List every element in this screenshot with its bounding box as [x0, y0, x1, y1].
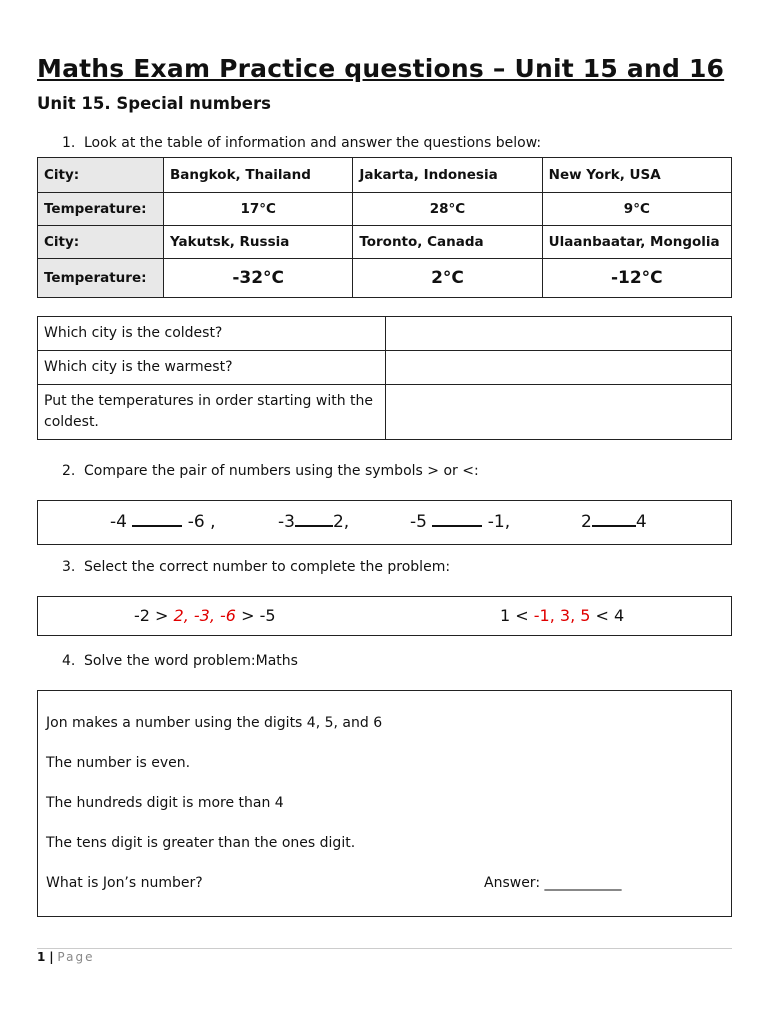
row-label: City: [38, 226, 164, 259]
compare-a: -4 [110, 512, 127, 532]
inequality-left: 1 < [500, 606, 529, 625]
compare-b: 4 [635, 512, 647, 532]
word-problem-line: The hundreds digit is more than 4 [46, 795, 284, 811]
footer-separator: | [49, 950, 54, 964]
question-3-text: Select the correct number to complete the problem: [84, 559, 451, 575]
question-2-text: Compare the pair of numbers using the symbols > or <: [84, 463, 479, 479]
question-1-text: Look at the table of information and answer the questions below: [84, 135, 542, 151]
compare-pair [410, 511, 510, 532]
question-2-number: 2. [62, 463, 76, 479]
answer-blank[interactable] [295, 511, 333, 527]
question-cell: Put the temperatures in order starting with the coldest. [38, 385, 386, 440]
question-3 [62, 559, 450, 575]
select-problem-left [134, 606, 276, 625]
compare-a: -3 [278, 512, 295, 532]
temperature-cell: 17°C [164, 193, 353, 226]
compare-a: -5 [410, 512, 427, 532]
temperature-cell: 9°C [542, 193, 731, 226]
temperature-cell: -12°C [542, 259, 731, 298]
word-problem-line: What is Jon’s number? [46, 875, 203, 891]
table-row [38, 385, 732, 440]
question-4 [62, 653, 298, 669]
compare-box [37, 500, 732, 545]
question-4-number: 4. [62, 653, 76, 669]
question-2 [62, 463, 479, 479]
inequality-left: -2 > [134, 606, 169, 625]
table-row [38, 317, 732, 351]
page-title: Maths Exam Practice questions – Unit 15 and 16 [37, 54, 725, 83]
city-cell: New York, USA [542, 158, 731, 193]
question-answer-table [37, 316, 732, 440]
question-4-text: Solve the word problem:Maths [84, 653, 298, 669]
compare-pair [581, 511, 647, 532]
answer-cell[interactable] [386, 385, 732, 440]
unit-heading: Unit 15. Special numbers [37, 94, 271, 113]
compare-a: 2 [581, 512, 592, 532]
temperature-table [37, 157, 732, 298]
word-problem-line: Jon makes a number using the digits 4, 5, and 6 [46, 715, 383, 731]
question-1 [62, 135, 541, 151]
option-choices[interactable]: 2, -3, -6 [173, 606, 236, 625]
select-number-box [37, 596, 732, 636]
question-cell: Which city is the coldest? [38, 317, 386, 351]
page-footer [37, 950, 94, 964]
city-cell: Yakutsk, Russia [164, 226, 353, 259]
answer-label: Answer: [484, 875, 541, 891]
option-choices[interactable]: -1, 3, 5 [533, 606, 591, 625]
row-label: Temperature: [38, 259, 164, 298]
table-row [38, 193, 732, 226]
city-cell: Toronto, Canada [353, 226, 542, 259]
page-word: Page [57, 950, 95, 964]
temperature-cell: 2°C [353, 259, 542, 298]
question-3-number: 3. [62, 559, 76, 575]
answer-row [484, 875, 622, 891]
city-cell: Jakarta, Indonesia [353, 158, 542, 193]
table-row [38, 158, 732, 193]
question-1-number: 1. [62, 135, 76, 151]
footer-divider [37, 948, 732, 949]
page-number: 1 [37, 950, 46, 964]
city-cell: Bangkok, Thailand [164, 158, 353, 193]
table-row [38, 226, 732, 259]
compare-pair [110, 511, 216, 532]
compare-b: 2, [332, 512, 350, 532]
word-problem-line: The tens digit is greater than the ones digit. [46, 835, 356, 851]
table-row [38, 351, 732, 385]
compare-b: -6 , [187, 512, 216, 532]
temperature-cell: 28°C [353, 193, 542, 226]
table-row [38, 259, 732, 298]
answer-cell[interactable] [386, 317, 732, 351]
answer-cell[interactable] [386, 351, 732, 385]
word-problem-line: The number is even. [46, 755, 191, 771]
inequality-right: > -5 [241, 606, 276, 625]
answer-blank[interactable] [132, 511, 182, 527]
temperature-cell: -32°C [164, 259, 353, 298]
question-cell: Which city is the warmest? [38, 351, 386, 385]
answer-blank[interactable] [592, 511, 636, 527]
row-label: Temperature: [38, 193, 164, 226]
inequality-right: < 4 [595, 606, 625, 625]
compare-pair [278, 511, 349, 532]
answer-blank[interactable]: ___________ [544, 875, 622, 891]
word-problem-box [37, 690, 732, 917]
compare-b: -1, [487, 512, 511, 532]
select-problem-right [500, 606, 624, 625]
answer-blank[interactable] [432, 511, 482, 527]
row-label: City: [38, 158, 164, 193]
city-cell: Ulaanbaatar, Mongolia [542, 226, 731, 259]
